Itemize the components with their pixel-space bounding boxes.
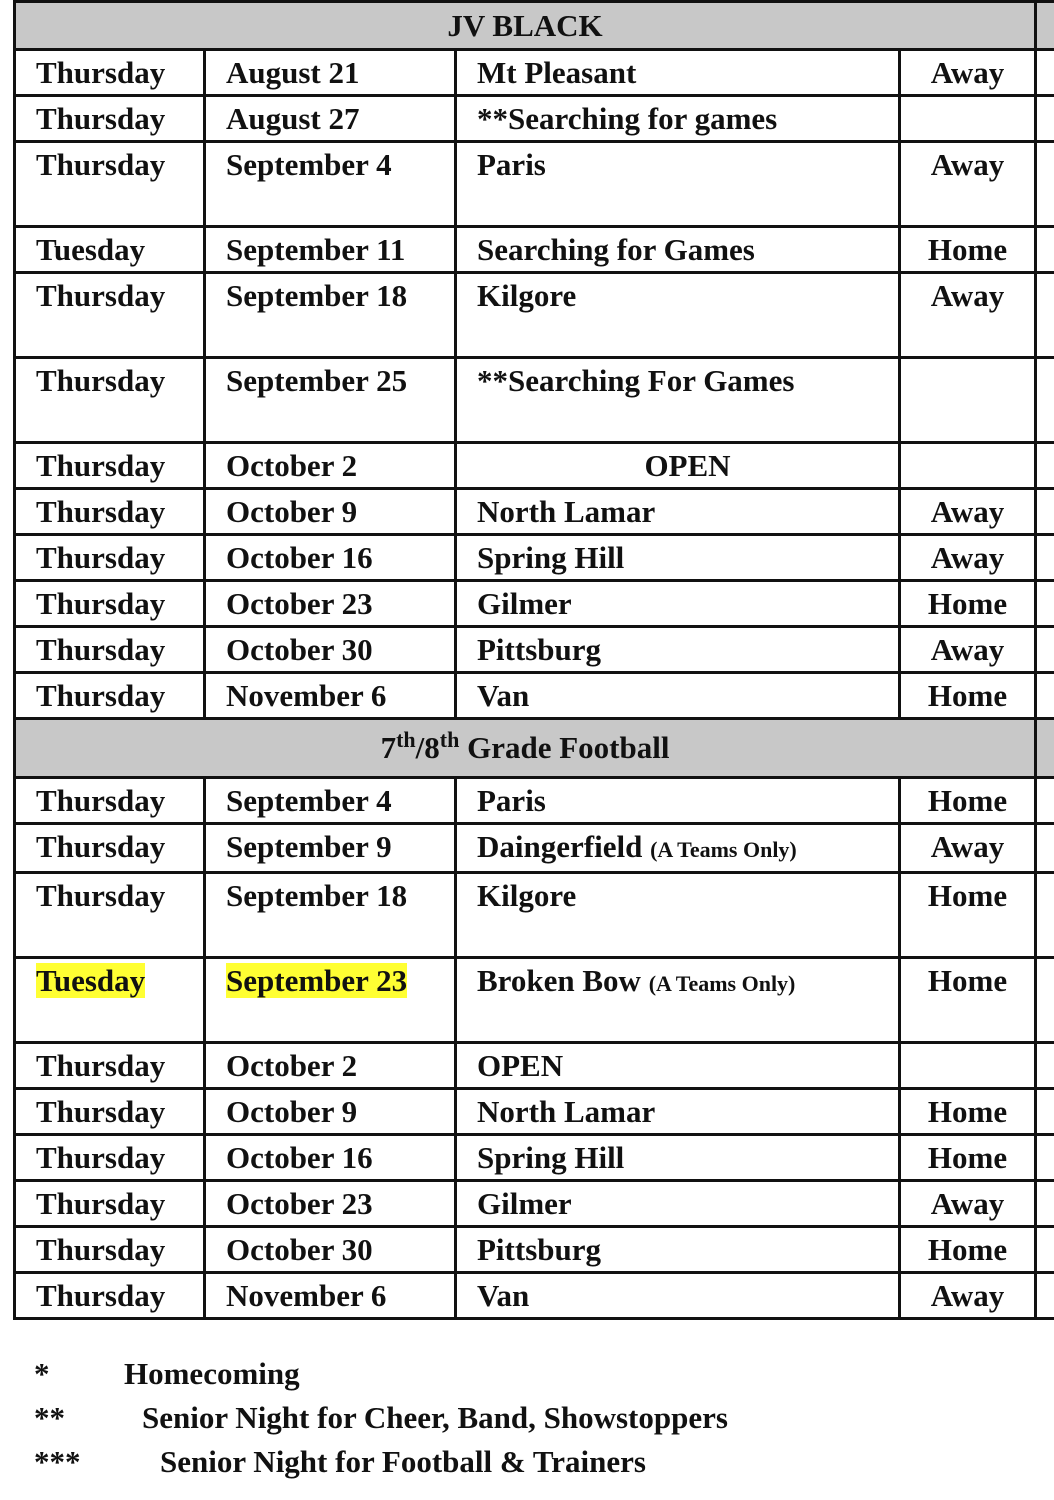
opponent-note: (A Teams Only) xyxy=(648,971,796,996)
location-cell: Away xyxy=(900,627,1036,673)
opponent-cell: Van xyxy=(456,1273,900,1319)
day-cell: Thursday xyxy=(15,824,205,873)
day-cell: Thursday xyxy=(15,627,205,673)
extra-cell xyxy=(1036,1089,1054,1135)
day-cell: Thursday xyxy=(15,443,205,489)
section-header-row xyxy=(15,2,1054,50)
section-header-row xyxy=(15,719,1054,778)
table-row xyxy=(15,142,1054,227)
extra-cell xyxy=(1036,358,1054,443)
location-cell: Away xyxy=(900,489,1036,535)
grade-number-b: /8 xyxy=(415,730,440,765)
table-row xyxy=(15,358,1054,443)
section-title-jv-black: JV BLACK xyxy=(15,2,1036,50)
extra-cell xyxy=(1036,273,1054,358)
opponent-cell: Pittsburg xyxy=(456,627,900,673)
opponent-cell: Spring Hill xyxy=(456,1135,900,1181)
opponent-cell: Mt Pleasant xyxy=(456,50,900,96)
day-cell: Thursday xyxy=(15,1135,205,1181)
extra-cell xyxy=(1036,958,1054,1043)
extra-cell xyxy=(1036,1043,1054,1089)
opponent-name: Daingerfield xyxy=(477,829,643,864)
location-cell: Home xyxy=(900,958,1036,1043)
opponent-cell xyxy=(456,824,900,873)
extra-cell xyxy=(1036,1181,1054,1227)
day-cell: Tuesday xyxy=(15,227,205,273)
location-cell: Home xyxy=(900,873,1036,958)
day-cell: Thursday xyxy=(15,673,205,719)
section-title-7th-8th-grade xyxy=(15,719,1036,778)
extra-cell xyxy=(1036,535,1054,581)
opponent-cell: Gilmer xyxy=(456,581,900,627)
extra-cell xyxy=(1036,581,1054,627)
table-row xyxy=(15,1089,1054,1135)
legend-symbol: ** xyxy=(34,1400,65,1435)
date-cell: September 25 xyxy=(205,358,456,443)
day-cell: Thursday xyxy=(15,1089,205,1135)
opponent-cell: Kilgore xyxy=(456,273,900,358)
section-title-rest: Grade Football xyxy=(459,730,670,765)
date-cell: August 21 xyxy=(205,50,456,96)
table-row xyxy=(15,227,1054,273)
table-row xyxy=(15,273,1054,358)
date-cell: September 18 xyxy=(205,273,456,358)
date-cell: September 4 xyxy=(205,778,456,824)
extra-cell xyxy=(1036,824,1054,873)
day-cell: Thursday xyxy=(15,489,205,535)
date-cell: November 6 xyxy=(205,673,456,719)
location-cell: Home xyxy=(900,1135,1036,1181)
day-cell: Thursday xyxy=(15,1181,205,1227)
table-row-highlighted xyxy=(15,958,1054,1043)
opponent-cell: North Lamar xyxy=(456,1089,900,1135)
table-row xyxy=(15,581,1054,627)
extra-cell xyxy=(1036,443,1054,489)
opponent-cell: Paris xyxy=(456,142,900,227)
opponent-cell: **Searching for games xyxy=(456,96,900,142)
date-cell: October 16 xyxy=(205,535,456,581)
extra-cell xyxy=(1036,673,1054,719)
extra-cell xyxy=(1036,1227,1054,1273)
date-cell: October 30 xyxy=(205,627,456,673)
table-row xyxy=(15,535,1054,581)
extra-cell xyxy=(1036,1135,1054,1181)
grade-number-a: 7 xyxy=(380,730,397,765)
date-cell: October 16 xyxy=(205,1135,456,1181)
opponent-cell: Searching for Games xyxy=(456,227,900,273)
location-cell: Home xyxy=(900,581,1036,627)
opponent-name: Broken Bow xyxy=(477,963,641,998)
table-row xyxy=(15,443,1054,489)
opponent-cell: OPEN xyxy=(456,1043,900,1089)
opponent-cell: Paris xyxy=(456,778,900,824)
extra-cell xyxy=(1036,627,1054,673)
table-row xyxy=(15,1181,1054,1227)
opponent-cell: Kilgore xyxy=(456,873,900,958)
table-row xyxy=(15,96,1054,142)
date-cell: October 23 xyxy=(205,581,456,627)
day-cell xyxy=(15,958,205,1043)
legend-text: Senior Night for Football & Trainers xyxy=(160,1444,646,1479)
day-cell: Thursday xyxy=(15,50,205,96)
location-cell: Away xyxy=(900,273,1036,358)
table-row xyxy=(15,1227,1054,1273)
extra-cell xyxy=(1036,873,1054,958)
table-row xyxy=(15,489,1054,535)
opponent-cell: North Lamar xyxy=(456,489,900,535)
highlighted-date: September 23 xyxy=(226,963,408,998)
location-cell: Away xyxy=(900,535,1036,581)
opponent-cell: Van xyxy=(456,673,900,719)
date-cell: August 27 xyxy=(205,96,456,142)
table-row xyxy=(15,778,1054,824)
date-cell: October 2 xyxy=(205,1043,456,1089)
legend-text: Senior Night for Cheer, Band, Showstoppers xyxy=(142,1400,728,1435)
opponent-cell: Pittsburg xyxy=(456,1227,900,1273)
extra-cell xyxy=(1036,142,1054,227)
date-cell: September 9 xyxy=(205,824,456,873)
date-cell: October 30 xyxy=(205,1227,456,1273)
opponent-note: (A Teams Only) xyxy=(650,837,797,862)
date-cell: October 9 xyxy=(205,1089,456,1135)
day-cell: Thursday xyxy=(15,535,205,581)
extra-cell xyxy=(1036,227,1054,273)
table-row xyxy=(15,50,1054,96)
legend-text: Homecoming xyxy=(124,1356,300,1391)
legend-symbol: * xyxy=(34,1356,50,1391)
grade-suffix-b: th xyxy=(439,727,460,752)
table-row xyxy=(15,824,1054,873)
location-cell: Home xyxy=(900,673,1036,719)
date-cell: October 2 xyxy=(205,443,456,489)
day-cell: Thursday xyxy=(15,273,205,358)
location-cell: Away xyxy=(900,50,1036,96)
date-cell: September 4 xyxy=(205,142,456,227)
day-cell: Thursday xyxy=(15,581,205,627)
legend-symbol: *** xyxy=(34,1444,81,1479)
date-cell: September 11 xyxy=(205,227,456,273)
schedule-table xyxy=(13,0,1054,1320)
highlighted-day: Tuesday xyxy=(36,963,146,998)
location-cell: Home xyxy=(900,778,1036,824)
location-cell: Away xyxy=(900,142,1036,227)
day-cell: Thursday xyxy=(15,142,205,227)
date-cell: November 6 xyxy=(205,1273,456,1319)
extra-cell xyxy=(1036,50,1054,96)
table-row xyxy=(15,873,1054,958)
day-cell: Thursday xyxy=(15,778,205,824)
table-row xyxy=(15,1135,1054,1181)
grade-suffix-a: th xyxy=(396,727,416,752)
day-cell: Thursday xyxy=(15,358,205,443)
table-row xyxy=(15,1273,1054,1319)
extra-cell xyxy=(1036,489,1054,535)
location-cell xyxy=(900,358,1036,443)
extra-cell xyxy=(1036,778,1054,824)
day-cell: Thursday xyxy=(15,873,205,958)
day-cell: Thursday xyxy=(15,1043,205,1089)
date-cell xyxy=(205,958,456,1043)
section-header-extra-cell xyxy=(1036,2,1054,50)
table-row xyxy=(15,673,1054,719)
location-cell: Home xyxy=(900,1089,1036,1135)
opponent-cell: **Searching For Games xyxy=(456,358,900,443)
location-cell: Home xyxy=(900,227,1036,273)
date-cell: September 18 xyxy=(205,873,456,958)
date-cell: October 9 xyxy=(205,489,456,535)
table-row xyxy=(15,627,1054,673)
table-row xyxy=(15,1043,1054,1089)
day-cell: Thursday xyxy=(15,1227,205,1273)
opponent-cell xyxy=(456,958,900,1043)
opponent-cell: Gilmer xyxy=(456,1181,900,1227)
location-cell: Away xyxy=(900,1181,1036,1227)
location-cell: Away xyxy=(900,1273,1036,1319)
opponent-cell: Spring Hill xyxy=(456,535,900,581)
date-cell: October 23 xyxy=(205,1181,456,1227)
extra-cell xyxy=(1036,1273,1054,1319)
extra-cell xyxy=(1036,96,1054,142)
location-cell xyxy=(900,1043,1036,1089)
location-cell xyxy=(900,96,1036,142)
location-cell: Home xyxy=(900,1227,1036,1273)
location-cell: Away xyxy=(900,824,1036,873)
day-cell: Thursday xyxy=(15,1273,205,1319)
section-header-extra-cell xyxy=(1036,719,1054,778)
day-cell: Thursday xyxy=(15,96,205,142)
location-cell xyxy=(900,443,1036,489)
opponent-cell: OPEN xyxy=(456,443,900,489)
